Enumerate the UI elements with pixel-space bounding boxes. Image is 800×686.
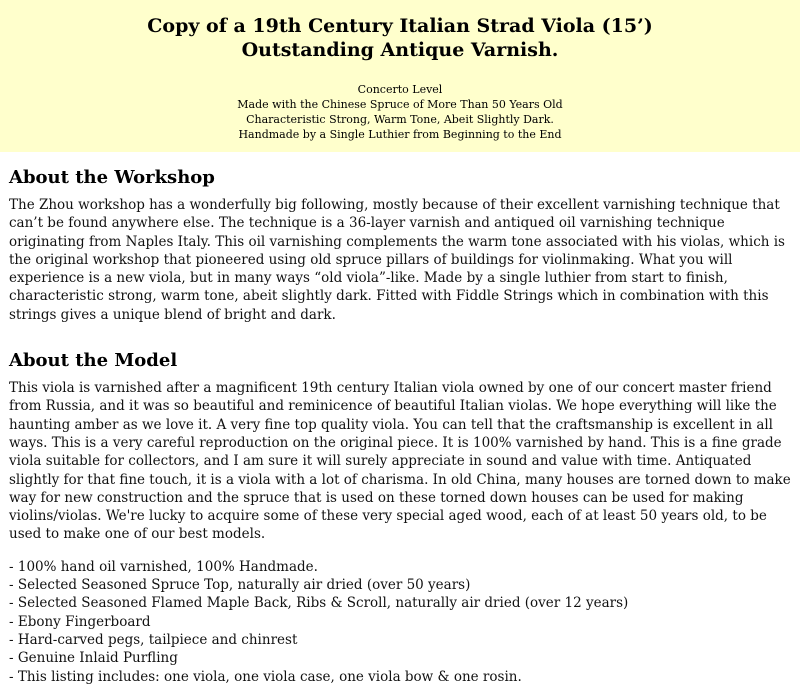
feature-item: Concerto Level [357, 83, 443, 96]
spec-item: - Selected Seasoned Flamed Maple Back, Ribs & Scroll, naturally air dried (over 12 years) [9, 595, 629, 612]
spec-item: - Hard-carved pegs, tailpiece and chinrest [9, 631, 298, 648]
spec-list [9, 558, 791, 686]
feature-item: Handmade by a Single Luthier from Beginning to the End [238, 128, 562, 141]
feature-item: Characteristic Strong, Warm Tone, Abeit Slightly Dark. [246, 113, 554, 126]
feature-item: Made with the Chinese Spruce of More Than 50 Years Old [237, 98, 563, 111]
spec-item: - 100% hand oil varnished, 100% Handmade. [9, 558, 318, 575]
spec-item: - Ebony Fingerboard [9, 613, 151, 630]
spec-item: - This listing includes: one viola, one viola case, one viola bow & one rosin. [9, 668, 522, 685]
model-paragraph: This viola is varnished after a magnificent 19th century Italian viola owned by one of our concert master friend from Russia, and it was so beautiful and reminicence of beautiful Italian violas. We hope everything will like the haunting amber as we love it. A very fine top quality viola. You can tell that the craftsmanship is excellent in all ways. This is a very careful reproduction on the original piece. It is 100% varnished by hand. This is a fine grade viola suitable for collectors, and I am sure it will surely appreciate in sound and value with time. Antiquated slightly for that fine touch, it is a viola with a lot of charisma. In old China, many houses are torned down to make way for new construction and the spruce that is used on these torned down houses can be used for making violins/violas. We're lucky to acquire some of these very special aged wood, each of at least 50 years old, to be used to make one of our best models. [9, 380, 791, 543]
model-heading: About the Model [9, 350, 178, 372]
product-title [0, 14, 800, 62]
workshop-heading: About the Workshop [9, 167, 215, 188]
spec-item: - Selected Seasoned Spruce Top, naturally air dried (over 50 years) [9, 577, 471, 594]
description-content [0, 166, 800, 686]
workshop-paragraph: The Zhou workshop has a wonderfully big following, mostly because of their excellent varnishing technique that can’t be found anywhere else. The technique is a 36-layer varnish and antiqued oil varnishing technique originating from Naples Italy. This oil varnishing complements the warm tone associated with his violas, which is the original workshop that pioneered using old spruce pillars of buildings for violinmaking. What you will experience is a new viola, but in many ways “old viola”-like. Made by a single luthier from start to finish, characteristic strong, warm tone, abeit slightly dark. Fitted with Fiddle Strings which in combination with this strings gives a unique blend of bright and dark. [9, 197, 785, 323]
title-banner [0, 0, 800, 152]
title-line-2: Outstanding Antique Varnish. [241, 39, 559, 61]
spec-item: - Genuine Inlaid Purfling [9, 650, 178, 667]
feature-list [0, 82, 800, 142]
title-line-1: Copy of a 19th Century Italian Strad Viola (15’) [147, 15, 653, 37]
